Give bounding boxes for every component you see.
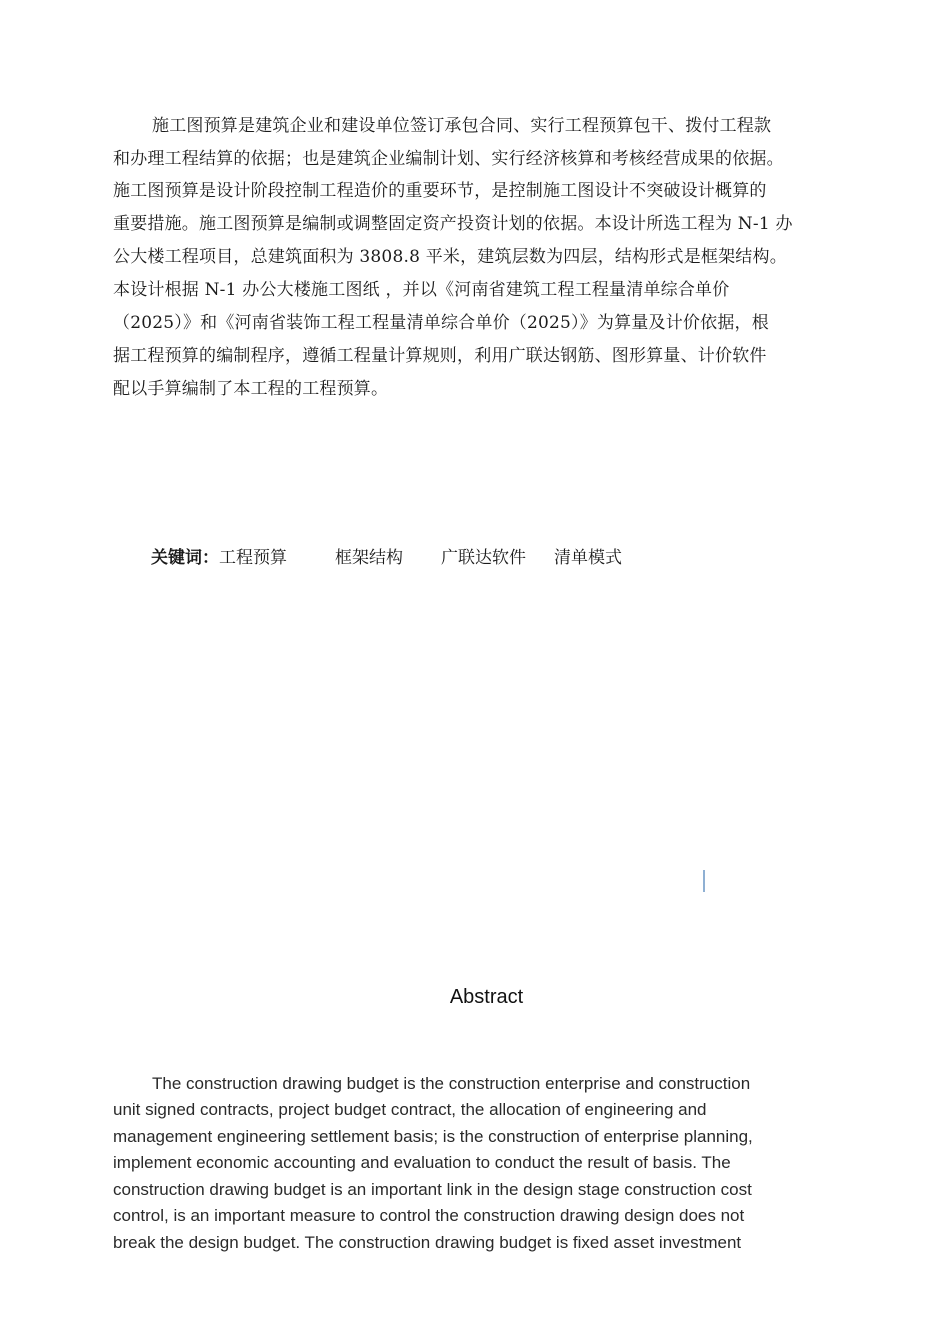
keyword-item: 框架结构 (335, 548, 403, 568)
paragraph-line: construction drawing budget is an important link in the design stage construction cost (113, 1180, 752, 1199)
paragraph-line: The construction drawing budget is the construction enterprise and construction (152, 1074, 751, 1093)
paragraph-line: 重要措施。施工图预算是编制或调整固定资产投资计划的依据。本设计所选工程为 N-1 办 (113, 214, 793, 234)
paragraph-line: 施工图预算是建筑企业和建设单位签订承包合同、实行工程预算包干、拨付工程款 (152, 116, 772, 136)
paragraph-line: implement economic accounting and evaluation to conduct the result of basis. The (113, 1153, 731, 1172)
text-cursor (703, 870, 705, 892)
paragraph-line: 配以手算编制了本工程的工程预算。 (113, 379, 389, 399)
keyword-item: 广联达软件 (441, 548, 526, 568)
paragraph-line: 据工程预算的编制程序，遵循工程量计算规则，利用广联达钢筋、图形算量、计价软件 (113, 346, 767, 366)
keyword-item: 清单模式 (554, 548, 622, 568)
keywords-label: 关键词： (151, 548, 219, 568)
paragraph-line: control, is an important measure to control the construction drawing design does not (113, 1206, 745, 1225)
paragraph-line: break the design budget. The construction drawing budget is fixed asset investment (113, 1233, 742, 1252)
paragraph-line: management engineering settlement basis; is the construction of enterprise planning, (113, 1127, 753, 1146)
paragraph-line: （2025）》和《河南省装饰工程工程量清单综合单价（2025）》为算量及计价依据，根 (113, 313, 769, 333)
paragraph-line: 公大楼工程项目，总建筑面积为 3808.8 平米，建筑层数为四层，结构形式是框架结构。 (113, 247, 787, 267)
abstract-title: Abstract (449, 986, 524, 1008)
paragraph-line: 施工图预算是设计阶段控制工程造价的重要环节，是控制施工图设计不突破设计概算的 (113, 181, 767, 201)
keywords-line (151, 546, 622, 570)
paragraph-line: 和办理工程结算的依据；也是建筑企业编制计划、实行经济核算和考核经营成果的依据。 (113, 149, 784, 169)
paragraph-line: unit signed contracts, project budget contract, the allocation of engineering and (113, 1100, 707, 1119)
keyword-item: 工程预算 (219, 548, 287, 568)
paragraph-line: 本设计根据 N-1 办公大楼施工图纸 ，并以《河南省建筑工程工程量清单综合单价 (113, 280, 730, 300)
